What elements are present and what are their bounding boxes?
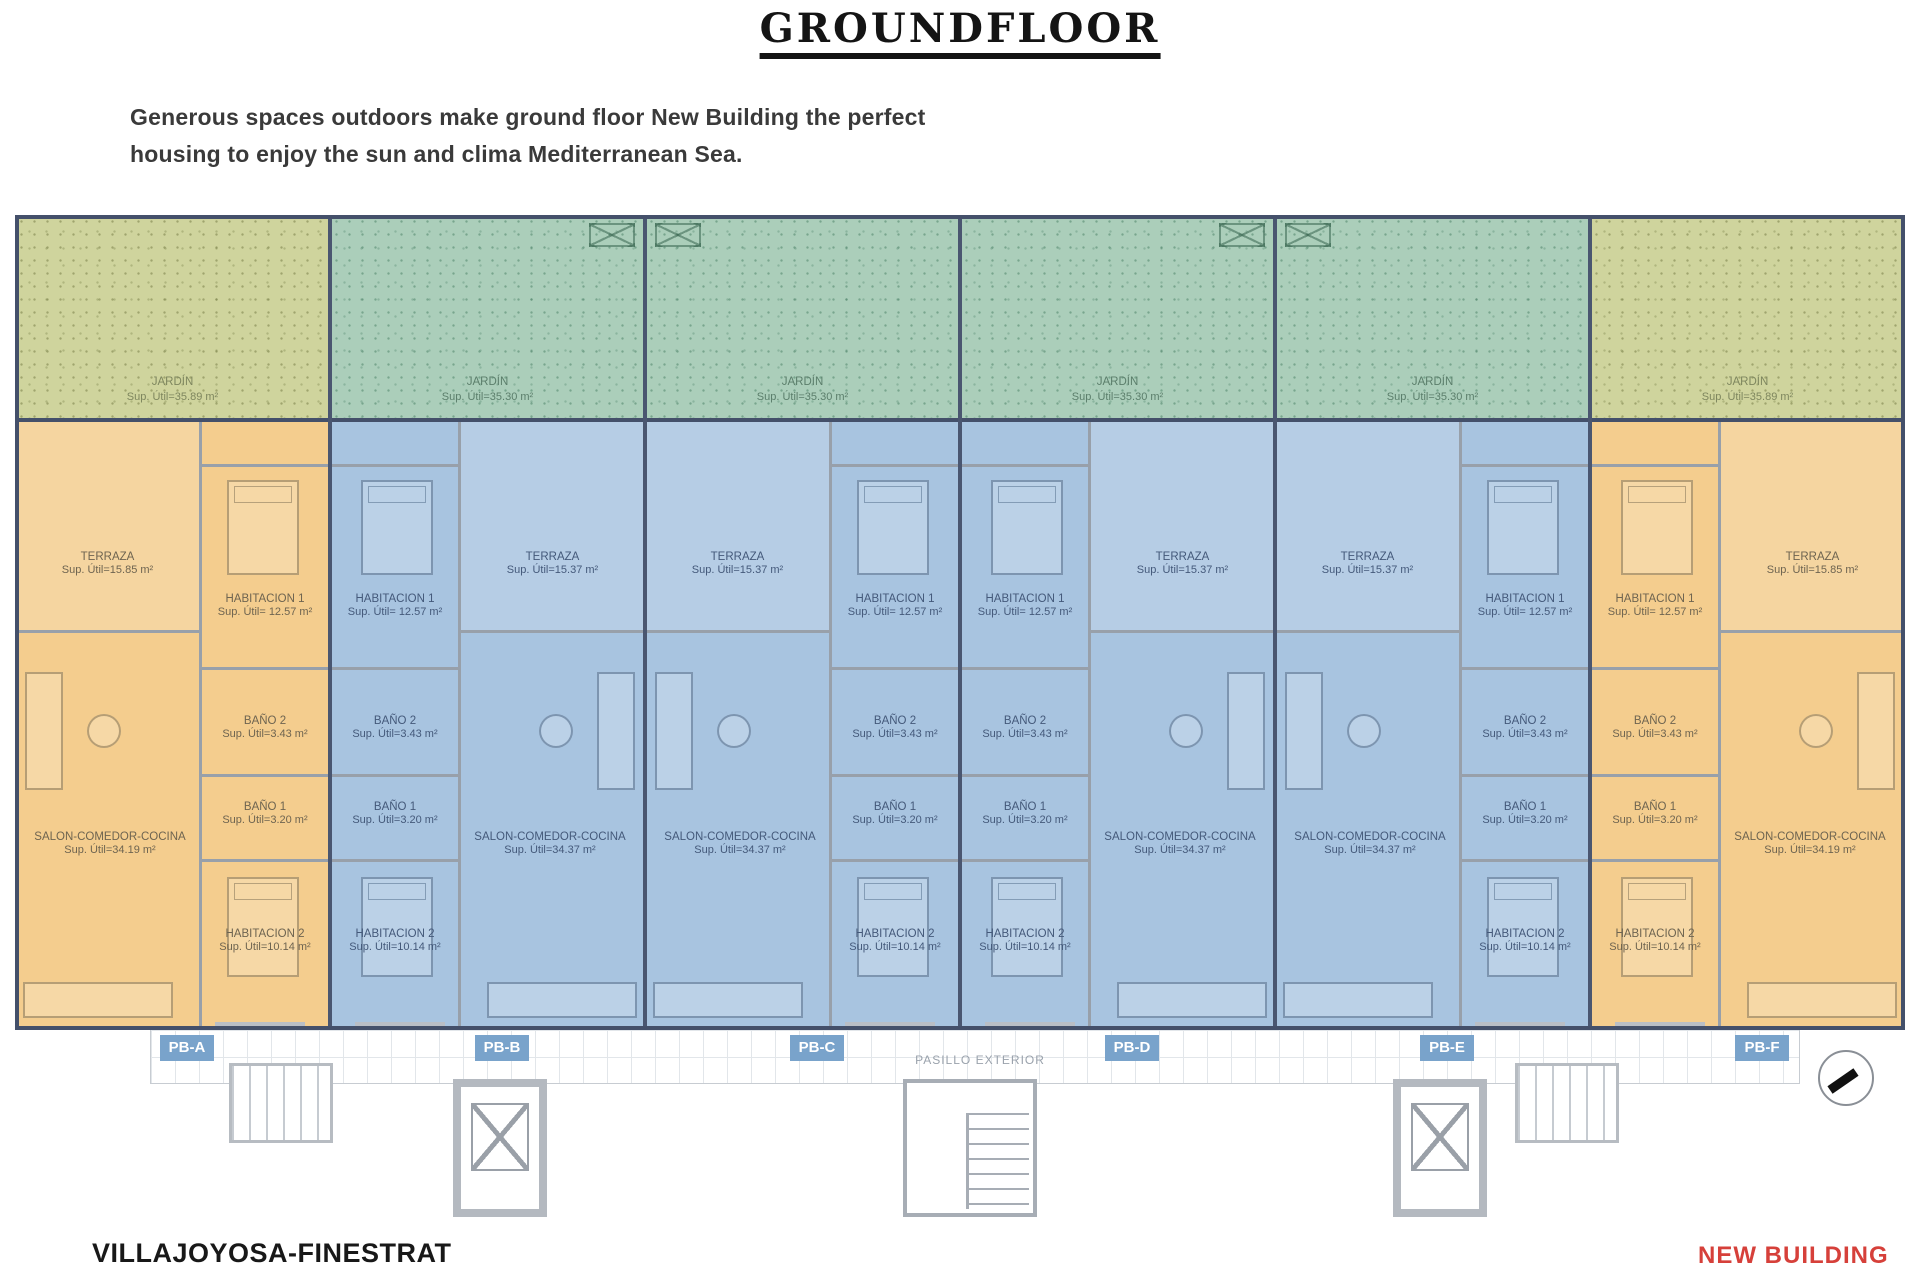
staircase: [903, 1079, 1037, 1217]
brand-label: NEW BUILDING: [1698, 1242, 1889, 1269]
room-label-habitacion-2: HABITACION 2 Sup. Útil=10.14 m²: [979, 928, 1071, 954]
room-label-salon: SALON-COMEDOR-COCINA Sup. Útil=34.37 m²: [1294, 831, 1446, 857]
garden-label: JARDÍN Sup. Útil=35.89 m²: [1701, 376, 1794, 403]
page-title: GROUNDFLOOR: [760, 5, 1161, 59]
room-label-salon: SALON-COMEDOR-COCINA Sup. Útil=34.19 m²: [1734, 831, 1886, 857]
elevator-cab-icon: [471, 1103, 529, 1171]
room-label-salon: SALON-COMEDOR-COCINA Sup. Útil=34.19 m²: [34, 831, 186, 857]
room-label-habitacion-2: HABITACION 2 Sup. Útil=10.14 m²: [349, 928, 441, 954]
room-label-terraza: TERRAZA Sup. Útil=15.37 m²: [1321, 551, 1414, 577]
room-label-bano-1: BAÑO 1 Sup. Útil=3.20 m²: [1612, 801, 1698, 827]
room-label-habitacion-1: HABITACION 1 Sup. Útil= 12.57 m²: [347, 593, 443, 619]
room-label-bano-1: BAÑO 1 Sup. Útil=3.20 m²: [982, 801, 1068, 827]
room-label-bano-1: BAÑO 1 Sup. Útil=3.20 m²: [222, 801, 308, 827]
room-label-bano-2: BAÑO 2 Sup. Útil=3.43 m²: [852, 715, 938, 741]
room-label-habitacion-1: HABITACION 1 Sup. Útil= 12.57 m²: [1477, 593, 1573, 619]
room-label-salon: SALON-COMEDOR-COCINA Sup. Útil=34.37 m²: [664, 831, 816, 857]
room-label-salon: SALON-COMEDOR-COCINA Sup. Útil=34.37 m²: [1104, 831, 1256, 857]
room-label-terraza: TERRAZA Sup. Útil=15.37 m²: [1136, 551, 1229, 577]
corridor-label: PASILLO EXTERIOR: [915, 1053, 1045, 1067]
room-label-habitacion-2: HABITACION 2 Sup. Útil=10.14 m²: [219, 928, 311, 954]
garden-label: JARDÍN Sup. Útil=35.89 m²: [126, 376, 219, 403]
room-label-bano-1: BAÑO 1 Sup. Útil=3.20 m²: [852, 801, 938, 827]
garden-label: JARDÍN Sup. Útil=35.30 m²: [1071, 376, 1164, 403]
room-label-terraza: TERRAZA Sup. Útil=15.37 m²: [506, 551, 599, 577]
entry-steps: [1515, 1063, 1619, 1143]
room-label-bano-2: BAÑO 2 Sup. Útil=3.43 m²: [222, 715, 308, 741]
room-label-habitacion-2: HABITACION 2 Sup. Útil=10.14 m²: [849, 928, 941, 954]
room-label-habitacion-1: HABITACION 1 Sup. Útil= 12.57 m²: [847, 593, 943, 619]
room-label-bano-2: BAÑO 2 Sup. Útil=3.43 m²: [1482, 715, 1568, 741]
room-label-habitacion-1: HABITACION 1 Sup. Útil= 12.57 m²: [1607, 593, 1703, 619]
building-outline: [15, 215, 1905, 1030]
intro-line-2: housing to enjoy the sun and clima Mediterranean Sea.: [130, 141, 743, 167]
room-label-habitacion-1: HABITACION 1 Sup. Útil= 12.57 m²: [977, 593, 1073, 619]
intro-line-1: Generous spaces outdoors make ground floor New Building the perfect: [130, 104, 926, 130]
floor-plan: [15, 215, 1905, 1225]
garden-label: JARDÍN Sup. Útil=35.30 m²: [441, 376, 534, 403]
unit-tag-pb-a: PB-A: [160, 1035, 214, 1061]
elevator-icon: [1393, 1079, 1487, 1217]
intro-text: [130, 99, 926, 173]
room-label-terraza: TERRAZA Sup. Útil=15.37 m²: [691, 551, 784, 577]
room-label-habitacion-2: HABITACION 2 Sup. Útil=10.14 m²: [1479, 928, 1571, 954]
garden-label: JARDÍN Sup. Útil=35.30 m²: [756, 376, 849, 403]
room-label-habitacion-2: HABITACION 2 Sup. Útil=10.14 m²: [1609, 928, 1701, 954]
unit-tag-pb-d: PB-D: [1105, 1035, 1159, 1061]
garden-label: JARDÍN Sup. Útil=35.30 m²: [1386, 376, 1479, 403]
room-label-terraza: TERRAZA Sup. Útil=15.85 m²: [61, 551, 154, 577]
room-label-terraza: TERRAZA Sup. Útil=15.85 m²: [1766, 551, 1859, 577]
unit-tag-pb-c: PB-C: [790, 1035, 844, 1061]
entry-steps: [229, 1063, 333, 1143]
unit-tag-pb-e: PB-E: [1420, 1035, 1474, 1061]
elevator-cab-icon: [1411, 1103, 1469, 1171]
room-label-salon: SALON-COMEDOR-COCINA Sup. Útil=34.37 m²: [474, 831, 626, 857]
room-label-bano-1: BAÑO 1 Sup. Útil=3.20 m²: [1482, 801, 1568, 827]
stair-treads: [966, 1113, 1029, 1209]
north-arrow-icon: [1815, 1047, 1877, 1109]
room-label-bano-2: BAÑO 2 Sup. Útil=3.43 m²: [352, 715, 438, 741]
room-label-bano-1: BAÑO 1 Sup. Útil=3.20 m²: [352, 801, 438, 827]
unit-tag-pb-f: PB-F: [1735, 1035, 1789, 1061]
room-label-bano-2: BAÑO 2 Sup. Útil=3.43 m²: [982, 715, 1068, 741]
elevator-icon: [453, 1079, 547, 1217]
unit-tag-pb-b: PB-B: [475, 1035, 529, 1061]
room-label-bano-2: BAÑO 2 Sup. Útil=3.43 m²: [1612, 715, 1698, 741]
room-label-habitacion-1: HABITACION 1 Sup. Útil= 12.57 m²: [217, 593, 313, 619]
project-location-label: VILLAJOYOSA-FINESTRAT: [92, 1238, 452, 1268]
